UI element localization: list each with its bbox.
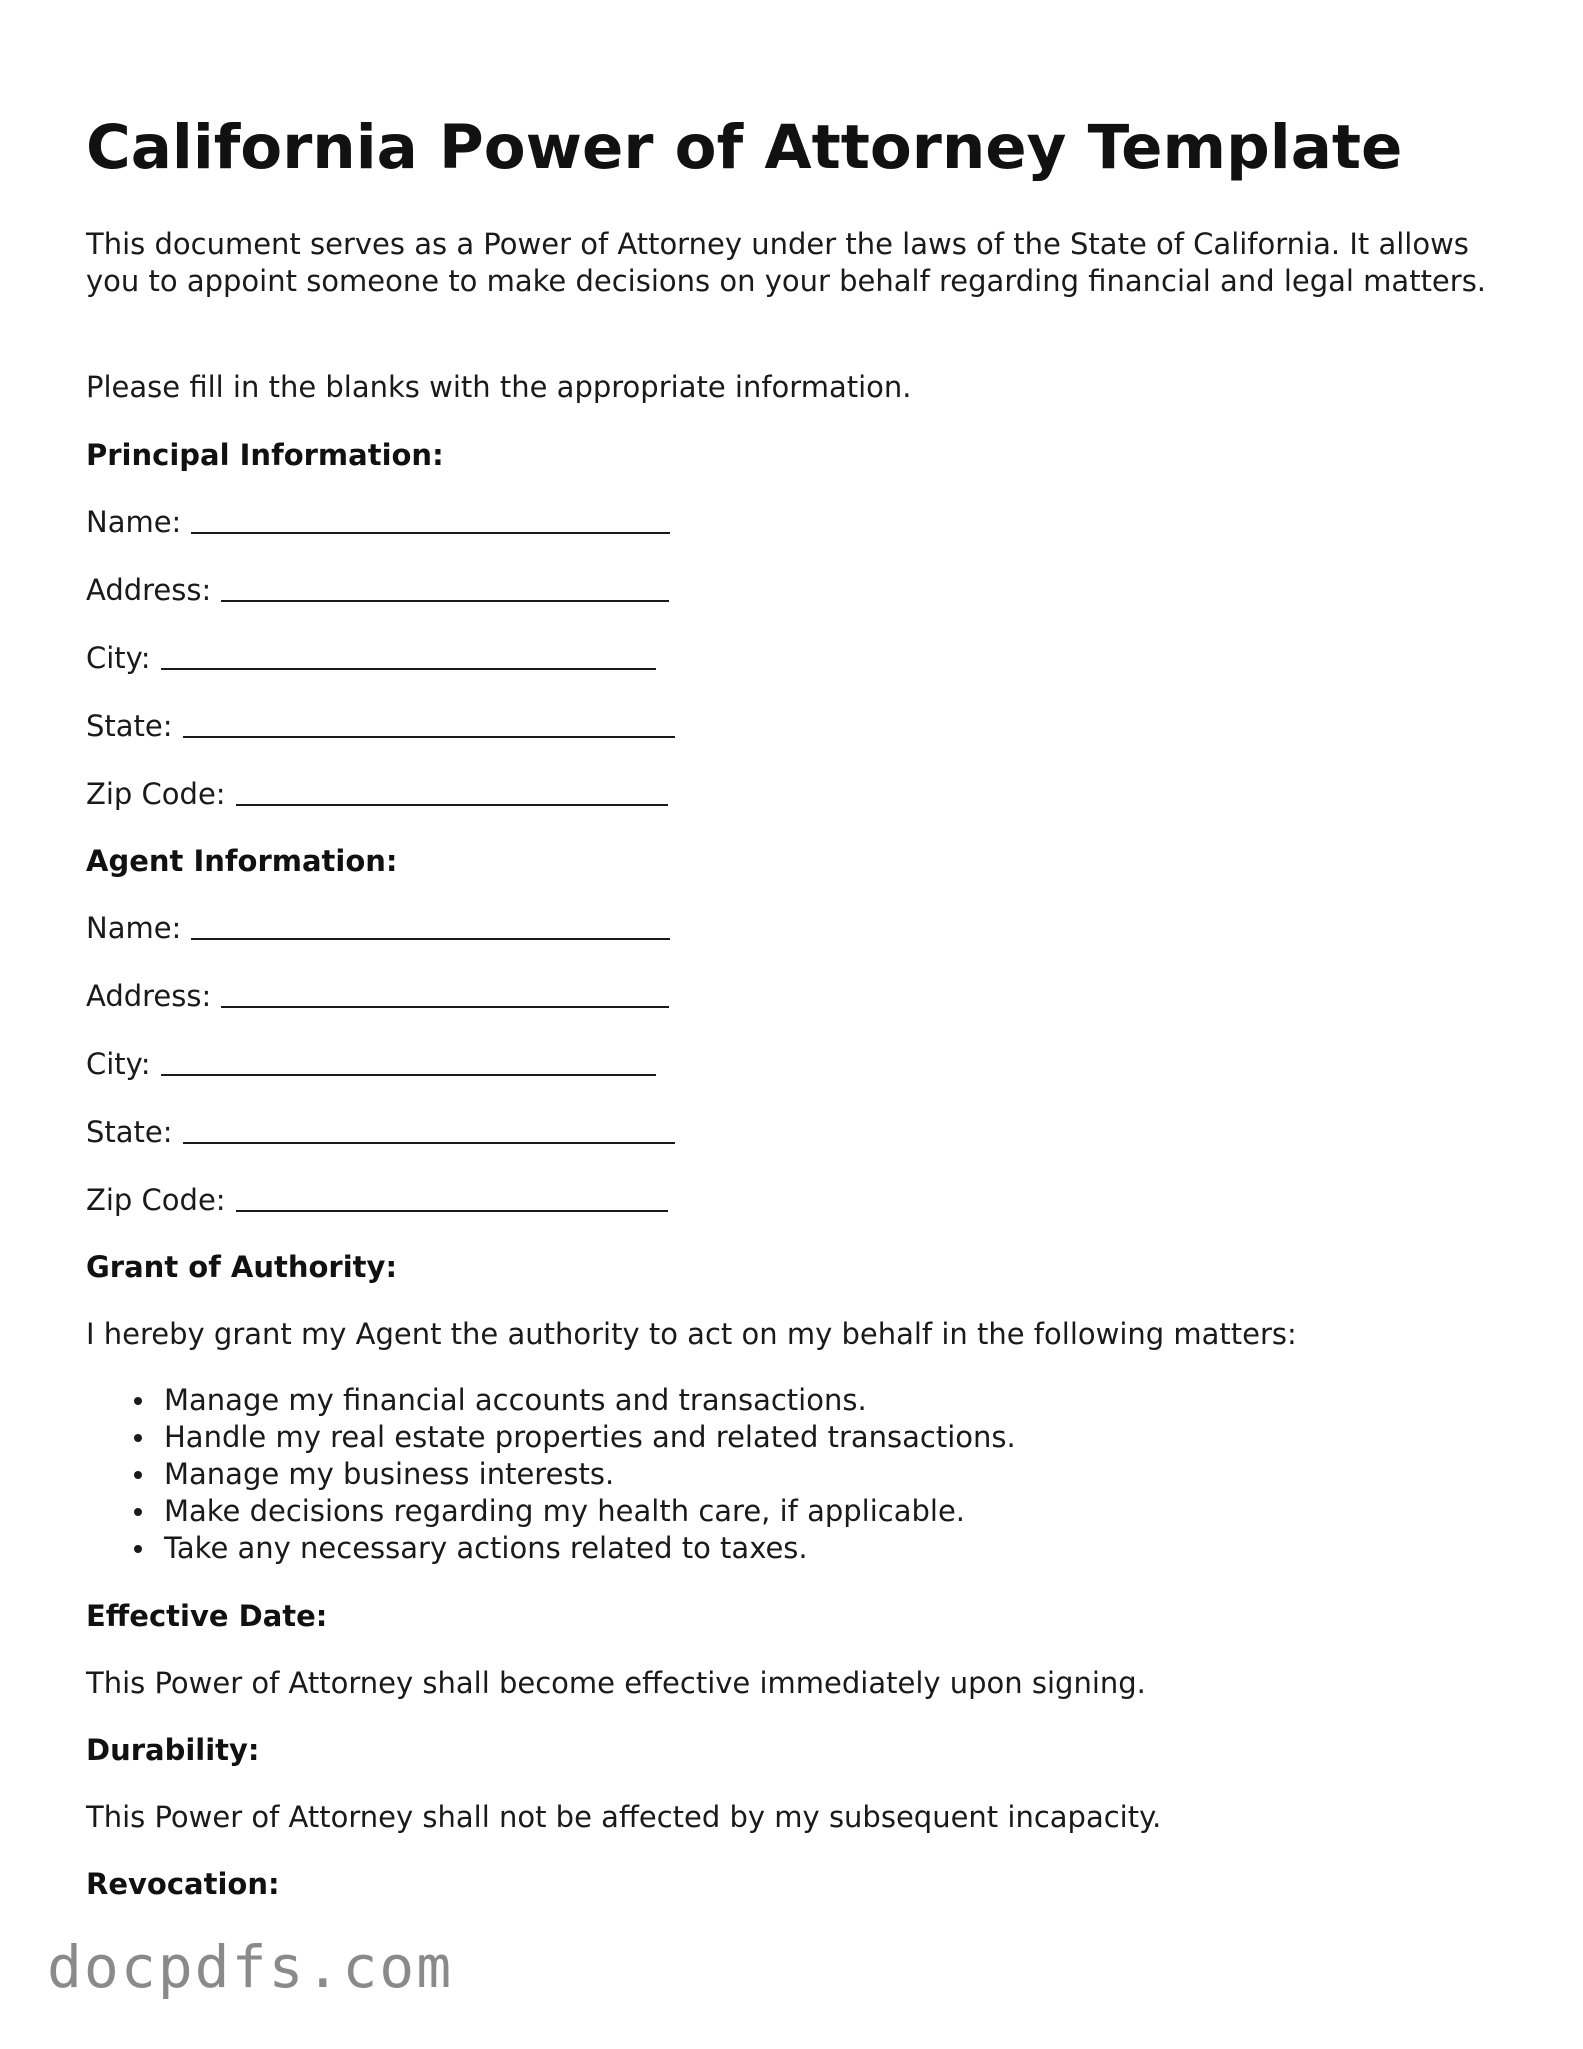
agent-city-label: City: xyxy=(86,1047,151,1081)
list-item xyxy=(86,1493,1016,1530)
durability-text: This Power of Attorney shall not be affected by my subsequent incapacity. xyxy=(86,1800,1162,1834)
principal-name-blank[interactable] xyxy=(191,531,670,534)
principal-city-label: City: xyxy=(86,641,151,675)
grant-text: I hereby grant my Agent the authority to act on my behalf in the following matters: xyxy=(86,1317,1297,1351)
effective-date-heading: Effective Date: xyxy=(86,1599,328,1633)
document-title: California Power of Attorney Template xyxy=(86,112,1403,183)
agent-state-label: State: xyxy=(86,1115,173,1149)
agent-city-field xyxy=(86,1046,656,1083)
principal-zip-blank[interactable] xyxy=(236,803,668,806)
list-item-text: Manage my business interests. xyxy=(164,1457,615,1491)
principal-city-field xyxy=(86,640,656,677)
principal-address-field xyxy=(86,572,669,609)
list-item-text: Take any necessary actions related to taxes. xyxy=(164,1531,808,1565)
agent-address-field xyxy=(86,978,669,1015)
list-item xyxy=(86,1382,1016,1419)
bullet-icon xyxy=(134,1434,142,1442)
list-item xyxy=(86,1530,1016,1567)
agent-heading: Agent Information: xyxy=(86,844,398,878)
list-item-text: Manage my financial accounts and transactions. xyxy=(164,1383,867,1417)
list-item xyxy=(86,1456,1016,1493)
bullet-icon xyxy=(134,1545,142,1553)
agent-zip-label: Zip Code: xyxy=(86,1183,226,1217)
principal-state-blank[interactable] xyxy=(183,735,675,738)
agent-state-field xyxy=(86,1114,675,1151)
grant-heading: Grant of Authority: xyxy=(86,1250,398,1284)
list-item-text: Handle my real estate properties and related transactions. xyxy=(164,1420,1016,1454)
principal-name-label: Name: xyxy=(86,505,182,539)
agent-state-blank[interactable] xyxy=(183,1141,675,1144)
watermark: docpdfs.com xyxy=(47,1933,454,2001)
principal-zip-label: Zip Code: xyxy=(86,777,226,811)
agent-zip-blank[interactable] xyxy=(236,1209,668,1212)
agent-address-blank[interactable] xyxy=(221,1005,669,1008)
bullet-icon xyxy=(134,1471,142,1479)
durability-heading: Durability: xyxy=(86,1733,260,1767)
list-item xyxy=(86,1419,1016,1456)
agent-address-label: Address: xyxy=(86,979,212,1013)
agent-name-blank[interactable] xyxy=(191,937,670,940)
authority-list xyxy=(86,1382,1016,1567)
principal-name-field xyxy=(86,504,670,541)
bullet-icon xyxy=(134,1397,142,1405)
agent-name-field xyxy=(86,910,670,947)
principal-address-blank[interactable] xyxy=(221,599,669,602)
bullet-icon xyxy=(134,1508,142,1516)
principal-address-label: Address: xyxy=(86,573,212,607)
agent-zip-field xyxy=(86,1182,668,1219)
intro-paragraph: This document serves as a Power of Attorney under the laws of the State of California. It allows you to appoint someone to make decisions on your behalf regarding financial and legal matters. xyxy=(86,227,1487,298)
principal-zip-field xyxy=(86,776,668,813)
list-item-text: Make decisions regarding my health care, if applicable. xyxy=(164,1494,966,1528)
principal-state-label: State: xyxy=(86,709,173,743)
principal-state-field xyxy=(86,708,675,745)
agent-name-label: Name: xyxy=(86,911,182,945)
revocation-heading: Revocation: xyxy=(86,1867,280,1901)
agent-city-blank[interactable] xyxy=(161,1073,656,1076)
effective-date-text: This Power of Attorney shall become effective immediately upon signing. xyxy=(86,1666,1146,1700)
principal-heading: Principal Information: xyxy=(86,438,444,472)
principal-city-blank[interactable] xyxy=(161,667,656,670)
fill-instructions: Please fill in the blanks with the appropriate information. xyxy=(86,370,912,404)
